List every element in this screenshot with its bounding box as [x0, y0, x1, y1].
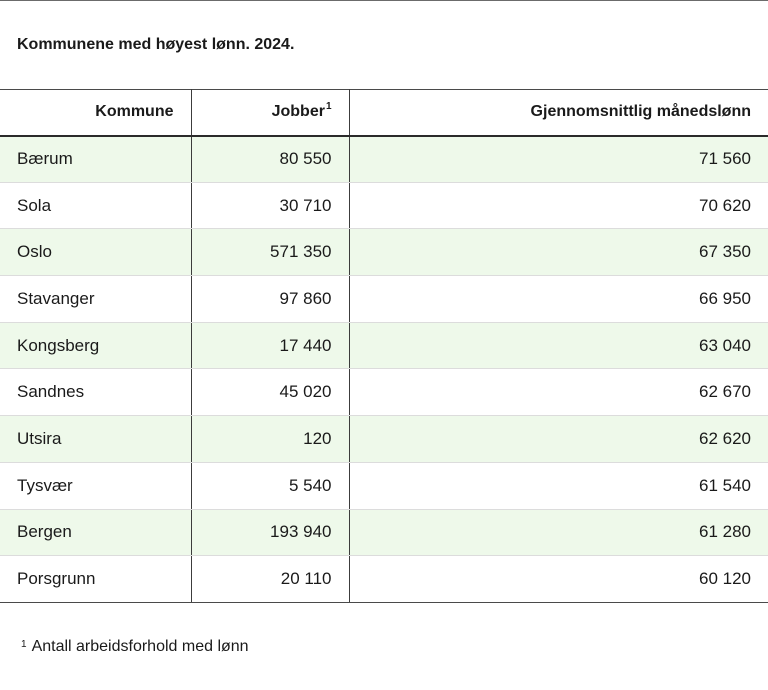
table-row — [0, 369, 768, 416]
table-row — [0, 509, 768, 556]
footnote-mark: 1 — [21, 639, 27, 650]
cell-kommune: Porsgrunn — [0, 556, 191, 603]
header-jobber — [191, 90, 349, 136]
table-row — [0, 136, 768, 183]
footnote-marker: 1 — [325, 101, 332, 113]
cell-kommune: Bergen — [0, 509, 191, 556]
cell-kommune: Bærum — [0, 136, 191, 183]
cell-jobber: 45 020 — [191, 369, 349, 416]
table-row — [0, 556, 768, 603]
cell-kommune: Stavanger — [0, 276, 191, 323]
cell-kommune: Kongsberg — [0, 322, 191, 369]
table-body — [0, 136, 768, 603]
table-row — [0, 416, 768, 463]
cell-kommune: Oslo — [0, 229, 191, 276]
cell-lonn: 61 280 — [349, 509, 768, 556]
table-row — [0, 229, 768, 276]
cell-lonn: 66 950 — [349, 276, 768, 323]
cell-lonn: 71 560 — [349, 136, 768, 183]
top-rule — [0, 0, 768, 1]
table-row — [0, 182, 768, 229]
cell-jobber: 17 440 — [191, 322, 349, 369]
header-jobber-label: Jobber — [271, 103, 325, 121]
cell-lonn: 61 540 — [349, 462, 768, 509]
cell-jobber: 120 — [191, 416, 349, 463]
table-row — [0, 322, 768, 369]
cell-jobber: 80 550 — [191, 136, 349, 183]
cell-jobber: 30 710 — [191, 182, 349, 229]
cell-lonn: 60 120 — [349, 556, 768, 603]
footnote — [21, 638, 249, 656]
header-row — [0, 90, 768, 136]
salary-table — [0, 89, 768, 603]
header-lonn — [349, 90, 768, 136]
cell-kommune: Sandnes — [0, 369, 191, 416]
cell-jobber: 571 350 — [191, 229, 349, 276]
cell-jobber: 5 540 — [191, 462, 349, 509]
header-lonn-label: Gjennomsnittlig månedslønn — [530, 103, 751, 121]
cell-kommune: Tysvær — [0, 462, 191, 509]
table-title: Kommunene med høyest lønn. 2024. — [17, 36, 295, 53]
footnote-text: Antall arbeidsforhold med lønn — [31, 638, 249, 655]
cell-lonn: 62 670 — [349, 369, 768, 416]
cell-kommune: Utsira — [0, 416, 191, 463]
cell-jobber: 97 860 — [191, 276, 349, 323]
table-row — [0, 462, 768, 509]
table-row — [0, 276, 768, 323]
cell-lonn: 70 620 — [349, 182, 768, 229]
cell-lonn: 67 350 — [349, 229, 768, 276]
cell-lonn: 62 620 — [349, 416, 768, 463]
header-kommune-label: Kommune — [95, 103, 174, 121]
cell-jobber: 193 940 — [191, 509, 349, 556]
cell-jobber: 20 110 — [191, 556, 349, 603]
header-kommune — [0, 90, 191, 136]
cell-kommune: Sola — [0, 182, 191, 229]
cell-lonn: 63 040 — [349, 322, 768, 369]
